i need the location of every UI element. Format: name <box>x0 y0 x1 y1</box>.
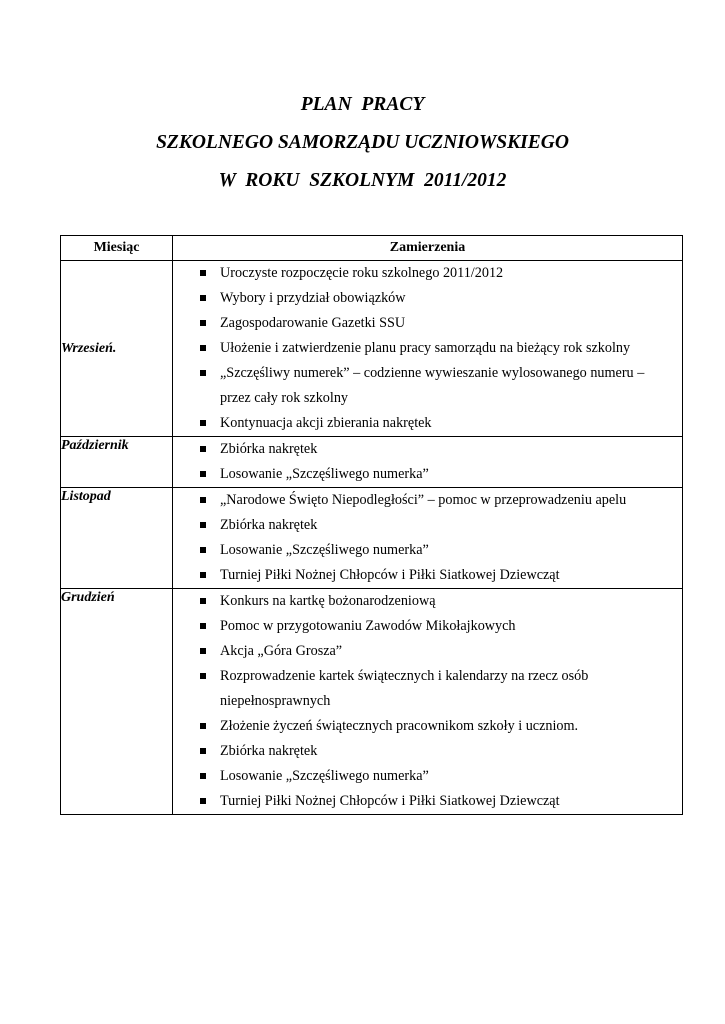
goals-cell <box>173 589 683 815</box>
title-line-1: PLAN PRACY <box>300 94 425 115</box>
goals-cell <box>173 261 683 437</box>
title-line-3: W ROKU SZKOLNYM 2011/2012 <box>218 170 507 191</box>
square-bullet-icon <box>200 723 206 729</box>
square-bullet-icon <box>200 370 206 376</box>
list-item: Losowanie „Szczęśliwego numerka” <box>173 764 678 789</box>
month-cell <box>61 488 173 589</box>
month-cell <box>61 589 173 815</box>
table-row-november <box>61 488 683 589</box>
square-bullet-icon <box>200 295 206 301</box>
square-bullet-icon <box>200 673 206 679</box>
list-item: Losowanie „Szczęśliwego numerka” <box>173 462 678 487</box>
list-item: Ułożenie i zatwierdzenie planu pracy samorządu na bieżący rok szkolny <box>173 336 678 361</box>
square-bullet-icon <box>200 270 206 276</box>
plan-table <box>60 235 683 815</box>
month-label-december: Grudzień <box>61 590 115 605</box>
square-bullet-icon <box>200 547 206 553</box>
header-goals: Zamierzenia <box>173 236 683 261</box>
table-row-october <box>61 437 683 488</box>
list-item: Losowanie „Szczęśliwego numerka” <box>173 538 678 563</box>
goals-list <box>173 488 682 588</box>
month-label-october: Październik <box>61 438 129 453</box>
list-item: Złożenie życzeń świątecznych pracownikom szkoły i uczniom. <box>173 714 678 739</box>
month-label-september: Wrzesień. <box>61 340 117 356</box>
table-header-row <box>61 236 683 261</box>
square-bullet-icon <box>200 320 206 326</box>
square-bullet-icon <box>200 598 206 604</box>
list-item: Rozprowadzenie kartek świątecznych i kalendarzy na rzecz osób niepełnosprawnych <box>173 664 678 714</box>
list-item: Turniej Piłki Nożnej Chłopców i Piłki Siatkowej Dziewcząt <box>173 789 678 814</box>
list-item: Akcja „Góra Grosza” <box>173 639 678 664</box>
list-item: Wybory i przydział obowiązków <box>173 286 678 311</box>
list-item: Konkurs na kartkę bożonarodzeniową <box>173 589 678 614</box>
table-row-december <box>61 589 683 815</box>
list-item: „Szczęśliwy numerek” – codzienne wywieszanie wylosowanego numeru – przez cały rok szkolny <box>173 361 678 411</box>
square-bullet-icon <box>200 648 206 654</box>
list-item: Zbiórka nakrętek <box>173 739 678 764</box>
list-item: Uroczyste rozpoczęcie roku szkolnego 2011/2012 <box>173 261 678 286</box>
list-item: „Narodowe Święto Niepodległości” – pomoc w przeprowadzeniu apelu <box>173 488 678 513</box>
square-bullet-icon <box>200 420 206 426</box>
list-item: Turniej Piłki Nożnej Chłopców i Piłki Siatkowej Dziewcząt <box>173 563 678 588</box>
goals-list <box>173 437 682 487</box>
square-bullet-icon <box>200 471 206 477</box>
square-bullet-icon <box>200 773 206 779</box>
list-item: Kontynuacja akcji zbierania nakrętek <box>173 411 678 436</box>
goals-list <box>173 589 682 814</box>
month-label-november: Listopad <box>61 489 111 504</box>
month-cell <box>61 261 173 437</box>
square-bullet-icon <box>200 446 206 452</box>
square-bullet-icon <box>200 497 206 503</box>
square-bullet-icon <box>200 623 206 629</box>
square-bullet-icon <box>200 345 206 351</box>
goals-cell <box>173 488 683 589</box>
table-row-september <box>61 261 683 437</box>
square-bullet-icon <box>200 522 206 528</box>
square-bullet-icon <box>200 798 206 804</box>
square-bullet-icon <box>200 572 206 578</box>
square-bullet-icon <box>200 748 206 754</box>
title-line-2: SZKOLNEGO SAMORZĄDU UCZNIOWSKIEGO <box>156 132 569 153</box>
list-item: Zbiórka nakrętek <box>173 437 678 462</box>
list-item: Zbiórka nakrętek <box>173 513 678 538</box>
list-item: Pomoc w przygotowaniu Zawodów Mikołajkowych <box>173 614 678 639</box>
document-title <box>0 86 725 200</box>
header-month: Miesiąc <box>61 236 173 261</box>
month-cell <box>61 437 173 488</box>
goals-list <box>173 261 682 436</box>
list-item: Zagospodarowanie Gazetki SSU <box>173 311 678 336</box>
goals-cell <box>173 437 683 488</box>
